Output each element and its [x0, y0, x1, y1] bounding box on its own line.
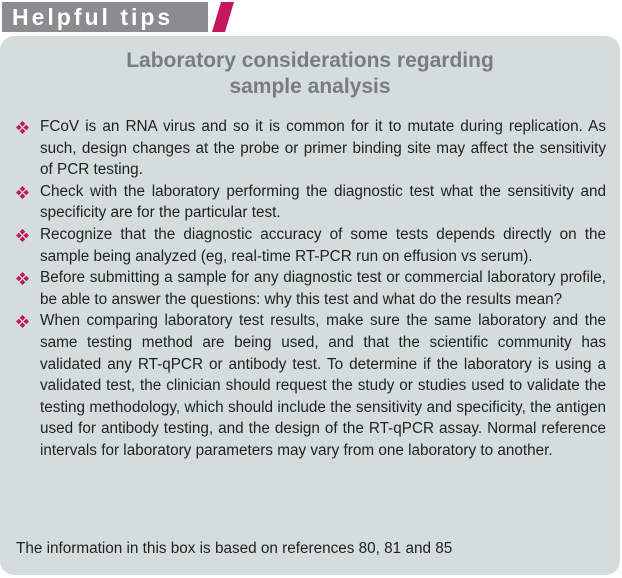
four-diamond-bullet-icon — [16, 186, 29, 199]
tab-label: Helpful tips — [12, 4, 174, 30]
tip-item — [16, 267, 606, 310]
box-title-line-1: Laboratory considerations regarding — [126, 49, 494, 72]
accent-slash-icon — [212, 2, 234, 32]
helpful-tips-tab — [2, 2, 208, 32]
tip-text: Check with the laboratory performing the diagnostic test what the sensitivity and specificity are for the particular test. — [40, 182, 606, 222]
tips-box — [0, 36, 620, 575]
box-title-line-2: sample analysis — [229, 75, 391, 98]
four-diamond-bullet-icon — [16, 121, 29, 134]
tip-text: When comparing laboratory test results, make sure the same laboratory and the same testing method are being used, and that the scientific community has validated any RT-qPCR or antibody test. To determine if the laboratory is using a validated test, the clinician should request the study or studies used to validate the testing methodology, which should include the sensitivity and specificity, the antigen used for antibody testing, and the design of the RT-qPCR assay. Normal reference intervals for laboratory parameters may vary from one laboratory to another. — [40, 312, 606, 459]
tip-item — [16, 181, 606, 224]
tips-list — [16, 116, 606, 462]
tip-text: Before submitting a sample for any diagnostic test or commercial laboratory profile, be able to answer the questions: why this test and what do the results mean? — [40, 269, 606, 308]
four-diamond-bullet-icon — [16, 272, 29, 285]
tip-item — [16, 310, 606, 461]
references-note: The information in this box is based on references 80, 81 and 85 — [16, 540, 453, 557]
tip-item — [16, 116, 606, 181]
tip-text: FCoV is an RNA virus and so it is common for it to mutate during replication. As such, design changes at the probe or primer binding site may affect the sensitivity of PCR testing. — [40, 118, 606, 179]
four-diamond-bullet-icon — [16, 315, 29, 328]
tip-item — [16, 224, 606, 267]
tip-text: Recognize that the diagnostic accuracy of some tests depends directly on the sample being analyzed (eg, real-time RT-PCR run on effusion vs serum). — [40, 225, 606, 265]
box-title — [0, 48, 620, 100]
four-diamond-bullet-icon — [16, 229, 29, 242]
